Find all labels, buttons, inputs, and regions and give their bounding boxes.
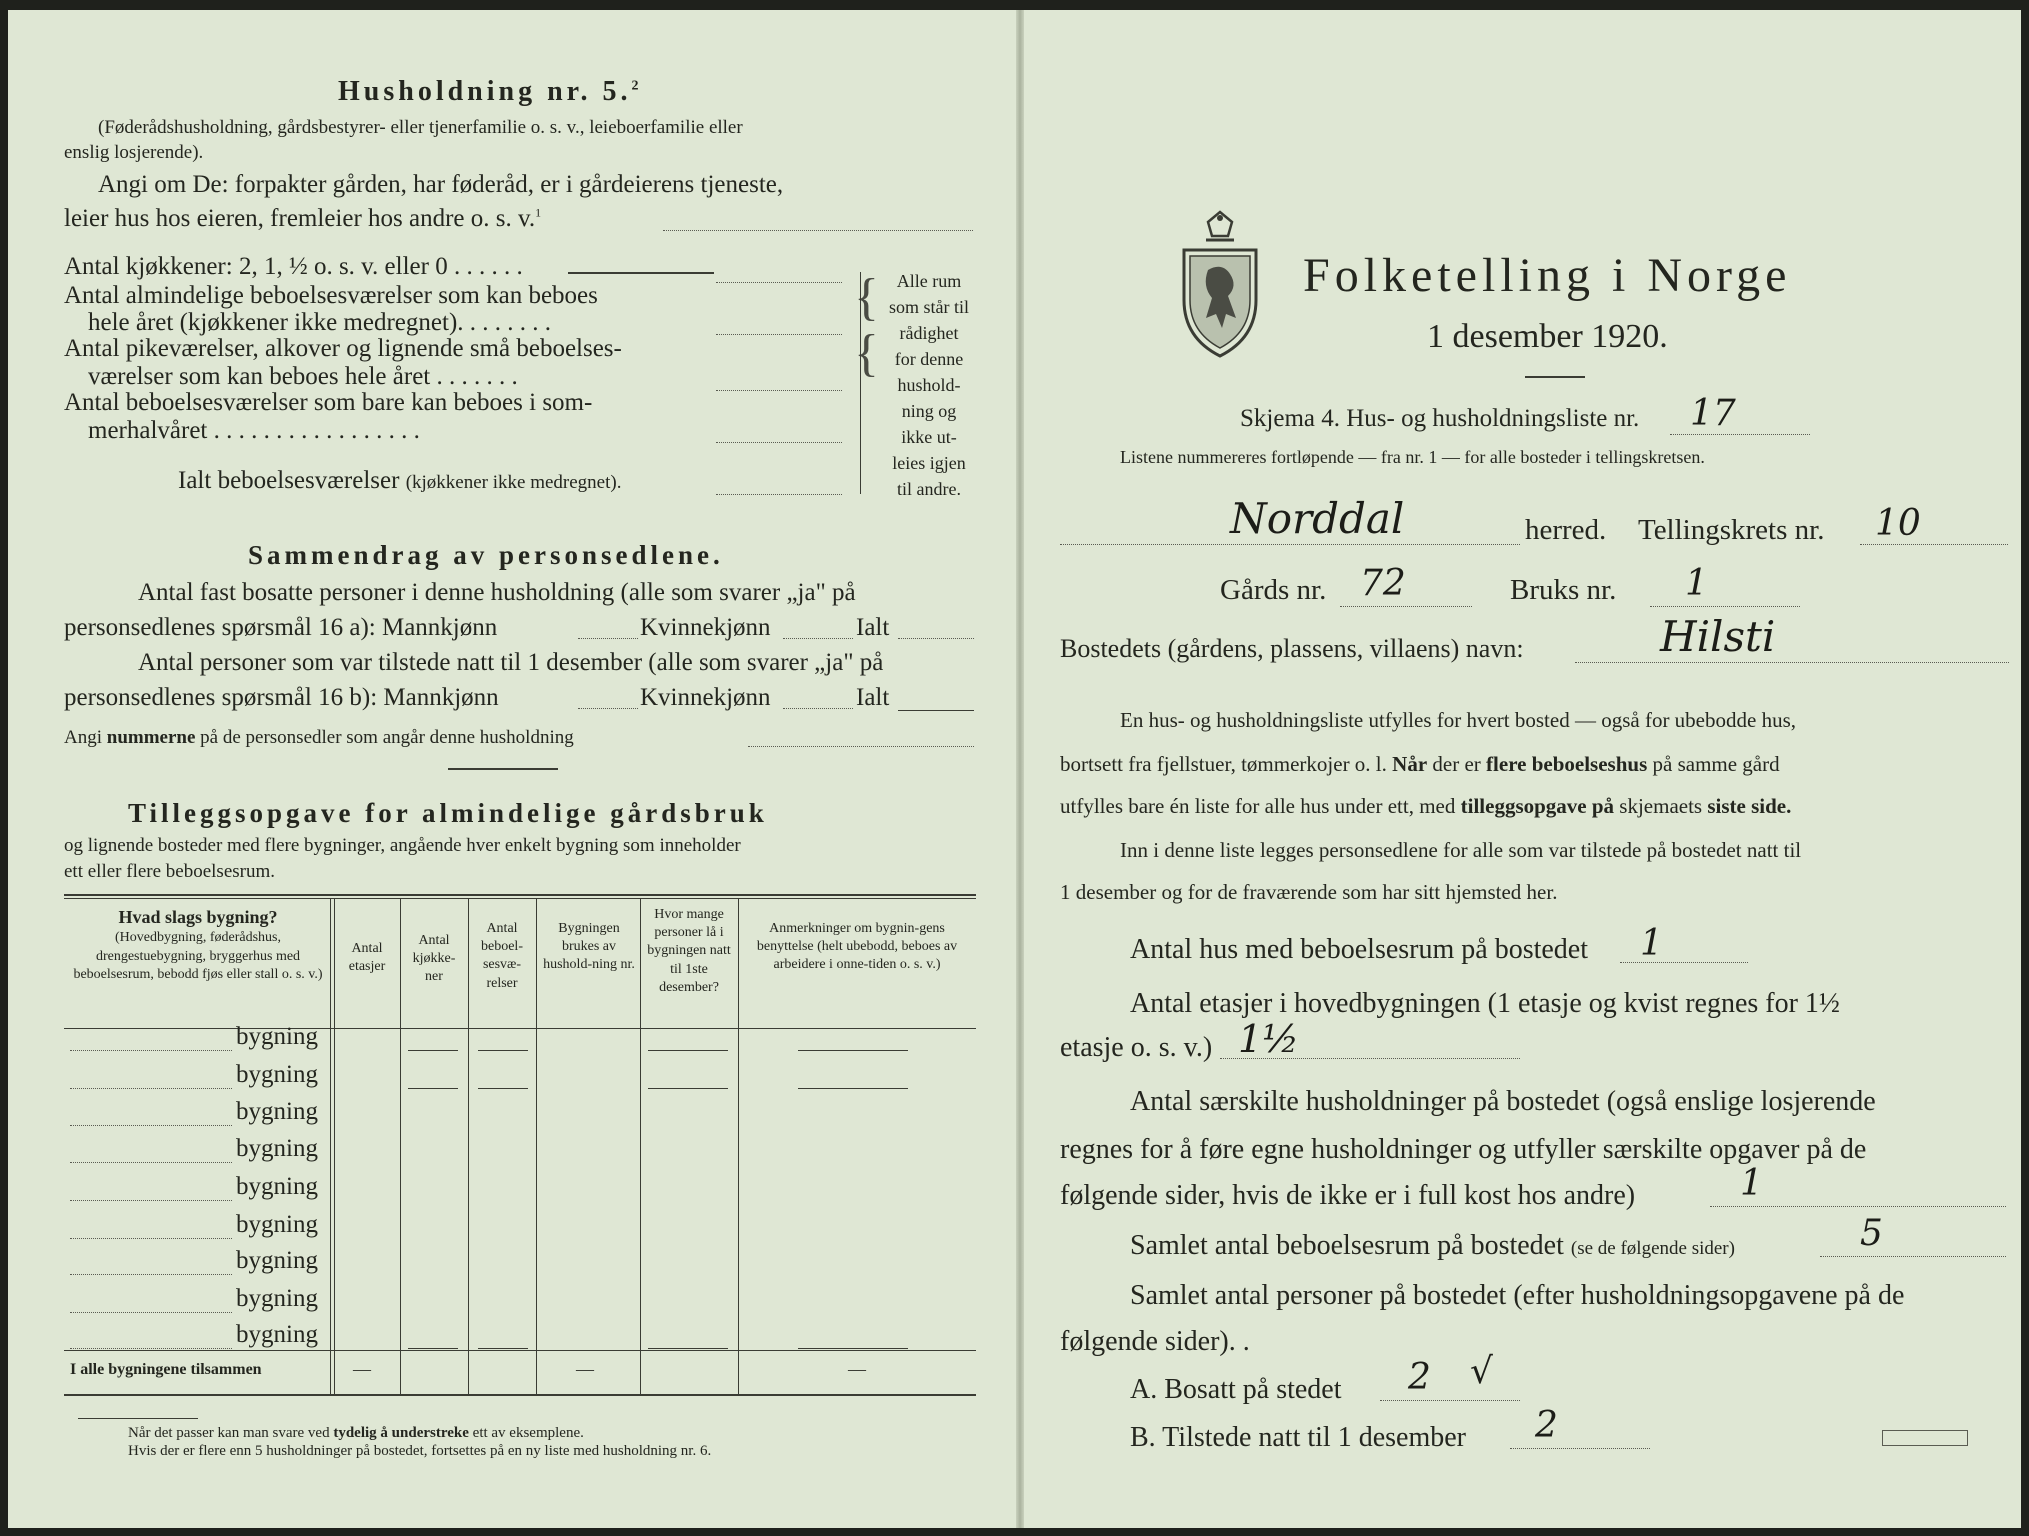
total-floors-dash: — (353, 1359, 371, 1379)
building-type-field[interactable] (70, 1348, 232, 1349)
etasjer-line-1: Antal etasjer i hovedbygningen (1 etasje og kvist regnes for 1½ (1130, 988, 1840, 1019)
rooms-summer: Antal beboelsesværelser som bare kan beboes i som- (64, 389, 593, 416)
bruks-field (1650, 606, 1800, 607)
summary-line-2: personsedlenes spørsmål 16 a): Mannkjønn (64, 614, 498, 641)
angi-line-1: Angi om De: forpakter gården, har føderåd, er i gårdeierens tjeneste, (98, 171, 784, 198)
building-row-label: bygning (236, 1285, 318, 1312)
table-header-remarks: Anmerkninger om bygnin-gens benyttelse (helt ubebodd, beboes av arbeidere i onne-tiden o. s. v.) (756, 921, 958, 973)
building-cell-field[interactable] (408, 1088, 458, 1089)
gards-label: Gårds nr. (1220, 574, 1327, 606)
building-row-label: bygning (236, 1135, 318, 1162)
hus-field (1620, 962, 1748, 963)
coat-of-arms-icon (1178, 210, 1262, 360)
building-row-label: bygning (236, 1321, 318, 1348)
summary-line-1: Antal fast bosatte personer i denne husholdning (alle som svarer „ja" på (138, 579, 856, 606)
bosted-value[interactable]: Hilsti (1660, 612, 1776, 661)
bracket-icon-mid: { (854, 325, 879, 382)
table-header-household: Bygningen brukes av hushold-ning nr. (543, 921, 635, 973)
summary-line-4: personsedlenes spørsmål 16 b): Mannkjønn (64, 684, 499, 711)
table-top-rule (64, 894, 976, 896)
list-number-field (1670, 434, 1810, 435)
building-cell-field[interactable] (648, 1050, 728, 1051)
building-cell-field[interactable] (478, 1088, 528, 1089)
total-rooms-label: Ialt beboelsesværelser (kjøkkener ikke medregnet). (178, 467, 622, 494)
info-line-3: utfylles bare én liste for alle hus under ett, med tilleggsopgave på skjemaets siste side. (1060, 794, 1792, 818)
building-type-field[interactable] (70, 1312, 232, 1313)
info-line-1: En hus- og husholdningsliste utfylles for hvert bosted — også for ubebodde hus, (1120, 708, 1796, 732)
female-label-2: Kvinnekjønn (640, 684, 771, 711)
building-cell-field[interactable] (798, 1088, 908, 1089)
household-subtitle-1: (Føderådshusholdning, gårdsbestyrer- eller tjenerfamilie o. s. v., leieboerfamilie eller (98, 117, 743, 138)
title-separator (1525, 376, 1585, 378)
summary-separator (448, 768, 558, 770)
bosted-field (1575, 662, 2009, 663)
numbers-line: Angi nummerne på de personsedler som angår denne husholdning (64, 727, 574, 748)
female-resident-field[interactable] (783, 638, 853, 639)
building-type-field[interactable] (70, 1238, 232, 1239)
samlet-rum-value[interactable]: 5 (1860, 1213, 1883, 1254)
numbers-field[interactable] (748, 746, 974, 747)
building-type-field[interactable] (70, 1200, 232, 1201)
total-resident-field[interactable] (898, 638, 974, 639)
building-cell-field[interactable] (798, 1050, 908, 1051)
bosted-label: Bostedets (gårdens, plassens, villaens) navn: (1060, 634, 1524, 663)
table-col-divider (400, 898, 401, 1394)
table-header-building: Hvad slags bygning? (Hovedbygning, føderådshus, drengestuebygning, bryggerhus med beboelsesrum, bebodd fjøs eller stall o. s. v.) (73, 907, 323, 982)
tilstede-field (1510, 1448, 1650, 1449)
herred-label: herred. (1525, 514, 1607, 546)
footnote-rule (78, 1418, 198, 1419)
samlet-rum-field (1820, 1256, 2006, 1257)
bracket-note: Alle rum som står til rådighet for denne hushold- ning og ikke ut- leies igjen til andre. (889, 271, 969, 499)
angi-line-2: leier hus hos eieren, fremleier hos andre o. s. v.$^1$ (64, 205, 542, 232)
kitchens-field[interactable] (716, 282, 842, 283)
summary-title: Sammendrag av personsedlene. (248, 540, 724, 570)
building-cell-field[interactable] (798, 1348, 908, 1349)
herred-field (1060, 544, 1520, 545)
building-cell-field[interactable] (648, 1348, 728, 1349)
table-header-floors: Antal etasjer (348, 941, 386, 975)
table-total-label: I alle bygningene tilsammen (70, 1361, 262, 1378)
kitchens-rule (568, 272, 714, 274)
bruks-value[interactable]: 1 (1685, 563, 1708, 604)
footnote-2: Hvis der er flere enn 5 husholdninger på bostedet, fortsettes på en ny liste med husholdning nr. 6. (128, 1443, 712, 1459)
husholdninger-line-2: regnes for å føre egne husholdninger og utfyller særskilte opgaver på de (1060, 1134, 1867, 1165)
list-number-value[interactable]: 17 (1690, 393, 1736, 434)
building-cell-field[interactable] (408, 1050, 458, 1051)
total-present-field[interactable] (898, 710, 974, 711)
info-line-5: 1 desember og for de fraværende som har sitt hjemsted her. (1060, 880, 1558, 904)
total-household-dash: — (576, 1359, 594, 1379)
building-row-label: bygning (236, 1211, 318, 1238)
table-header-persons: Hvor mange personer lå i bygningen natt til 1ste desember? (647, 907, 731, 995)
printer-stamp (1882, 1430, 1968, 1446)
husholdninger-line-1: Antal særskilte husholdninger på bostedet (også enslige losjerende (1130, 1086, 1876, 1117)
building-type-field[interactable] (70, 1274, 232, 1275)
left-page (8, 10, 1018, 1528)
table-bottom-rule (64, 1394, 976, 1396)
male-resident-field[interactable] (578, 638, 638, 639)
angi-answer-line[interactable] (663, 230, 973, 231)
building-type-field[interactable] (70, 1050, 232, 1051)
table-header-rooms: Antal beboel-sesvæ-relser (481, 921, 523, 991)
etasjer-value[interactable]: 1½ (1238, 1017, 1300, 1061)
info-line-2: bortsett fra fjellstuer, tømmerkojer o. l. Når der er flere beboelseshus på samme gård (1060, 752, 1780, 776)
household-subtitle-2: enslig losjerende). (64, 142, 204, 163)
building-cell-field[interactable] (478, 1348, 528, 1349)
bosatt-check-mark: √ (1470, 1351, 1493, 1392)
building-cell-field[interactable] (408, 1348, 458, 1349)
samlet-rum-label: Samlet antal beboelsesrum på bostedet (se de følgende sider) (1130, 1230, 1735, 1261)
building-row-label: bygning (236, 1247, 318, 1274)
maid-rooms-field[interactable] (716, 390, 842, 391)
household-title: Husholdning nr. 5.$^2$ (338, 76, 643, 107)
etasjer-field (1220, 1058, 1520, 1059)
building-type-field[interactable] (70, 1088, 232, 1089)
supplement-title: Tilleggsopgave for almindelige gårdsbruk (128, 798, 768, 828)
census-title: Folketelling i Norge (1303, 249, 1792, 302)
table-header-kitchens: Antal kjøkke-ner (412, 933, 456, 985)
ialt-label-2: Ialt (856, 684, 890, 711)
bosatt-field (1380, 1400, 1520, 1401)
summary-line-3: Antal personer som var tilstede natt til 1 desember (alle som svarer „ja" på (138, 649, 884, 676)
husholdninger-value[interactable]: 1 (1740, 1163, 1763, 1204)
supplement-line-1: og lignende bosteder med flere bygninger, angående hver enkelt bygning som inneholder (64, 835, 741, 856)
krets-label: Tellingskrets nr. (1638, 514, 1825, 546)
building-type-field[interactable] (70, 1125, 232, 1126)
info-line-4: Inn i denne liste legges personsedlene for alle som var tilstede på bostedet natt til (1120, 838, 1802, 862)
bruks-label: Bruks nr. (1510, 574, 1617, 606)
ialt-label-1: Ialt (856, 614, 890, 641)
bracket-line (860, 272, 861, 494)
bosatt-value[interactable]: 2 (1408, 1357, 1431, 1398)
krets-field (1860, 544, 2008, 545)
table-col-divider (738, 898, 739, 1394)
listene-note: Listene nummereres fortløpende — fra nr. 1 — for alle bosteder i tellingskretsen. (1120, 447, 1705, 467)
etasjer-line-2: etasje o. s. v.) (1060, 1032, 1213, 1063)
table-top-rule-2 (64, 898, 976, 899)
male-present-field[interactable] (578, 708, 638, 709)
husholdninger-line-3: følgende sider, hvis de ikke er i full kost hos andre) (1060, 1180, 1636, 1211)
building-type-field[interactable] (70, 1162, 232, 1163)
census-date: 1 desember 1920. (1427, 318, 1668, 355)
right-page (1020, 10, 2021, 1528)
rooms-kitchens: Antal kjøkkener: 2, 1, ½ o. s. v. eller 0 . . . . . . (64, 253, 523, 280)
gards-value[interactable]: 72 (1360, 563, 1406, 604)
building-row-label: bygning (236, 1173, 318, 1200)
rooms-summer-2: merhalvåret . . . . . . . . . . . . . . . . . (88, 417, 420, 444)
supplement-line-2: ett eller flere beboelsesrum. (64, 861, 276, 882)
female-present-field[interactable] (783, 708, 853, 709)
samlet-pers-line-1: Samlet antal personer på bostedet (efter husholdningsopgavene på de (1130, 1280, 1905, 1311)
building-cell-field[interactable] (478, 1050, 528, 1051)
building-row-label: bygning (236, 1098, 318, 1125)
total-rooms-field[interactable] (716, 494, 842, 495)
table-col-divider (468, 898, 469, 1394)
table-col-divider (334, 898, 335, 1394)
bracket-icon: { (854, 269, 879, 326)
table-total-rule (64, 1350, 976, 1351)
female-label-1: Kvinnekjønn (640, 614, 771, 641)
table-col-divider (640, 898, 641, 1394)
herred-value[interactable]: Norddal (1230, 494, 1405, 543)
husholdninger-field (1710, 1206, 2006, 1207)
gards-field (1340, 606, 1472, 607)
census-form-sheet (8, 10, 2021, 1528)
samlet-pers-line-2: følgende sider). . (1060, 1326, 1250, 1357)
tilstede-value[interactable]: 2 (1535, 1405, 1558, 1446)
rooms-maid-2: værelser som kan beboes hele året . . . . . . . (88, 363, 518, 390)
ordinary-rooms-field[interactable] (716, 334, 842, 335)
krets-value[interactable]: 10 (1875, 503, 1921, 544)
rooms-ordinary: Antal almindelige beboelsesværelser som kan beboes (64, 282, 598, 309)
table-header-rule (64, 1028, 976, 1029)
skjema-line: Skjema 4. Hus- og husholdningsliste nr. (1240, 405, 1640, 432)
summer-rooms-field[interactable] (716, 442, 842, 443)
building-cell-field[interactable] (648, 1088, 728, 1089)
hus-value[interactable]: 1 (1640, 923, 1663, 964)
building-row-label: bygning (236, 1023, 318, 1050)
total-remarks-dash: — (848, 1359, 866, 1379)
hus-label: Antal hus med beboelsesrum på bostedet (1130, 934, 1589, 965)
bosatt-label: A. Bosatt på stedet (1130, 1374, 1342, 1405)
table-col-divider (330, 898, 331, 1394)
table-col-divider (536, 898, 537, 1394)
footnote-1: Når det passer kan man svare ved tydelig å understreke ett av eksemplene. (128, 1425, 584, 1441)
building-row-label: bygning (236, 1061, 318, 1088)
tilstede-label: B. Tilstede natt til 1 desember (1130, 1422, 1466, 1453)
rooms-ordinary-2: hele året (kjøkkener ikke medregnet). . . . . . . . (88, 309, 552, 336)
rooms-maid: Antal pikeværelser, alkover og lignende små beboelses- (64, 335, 622, 362)
